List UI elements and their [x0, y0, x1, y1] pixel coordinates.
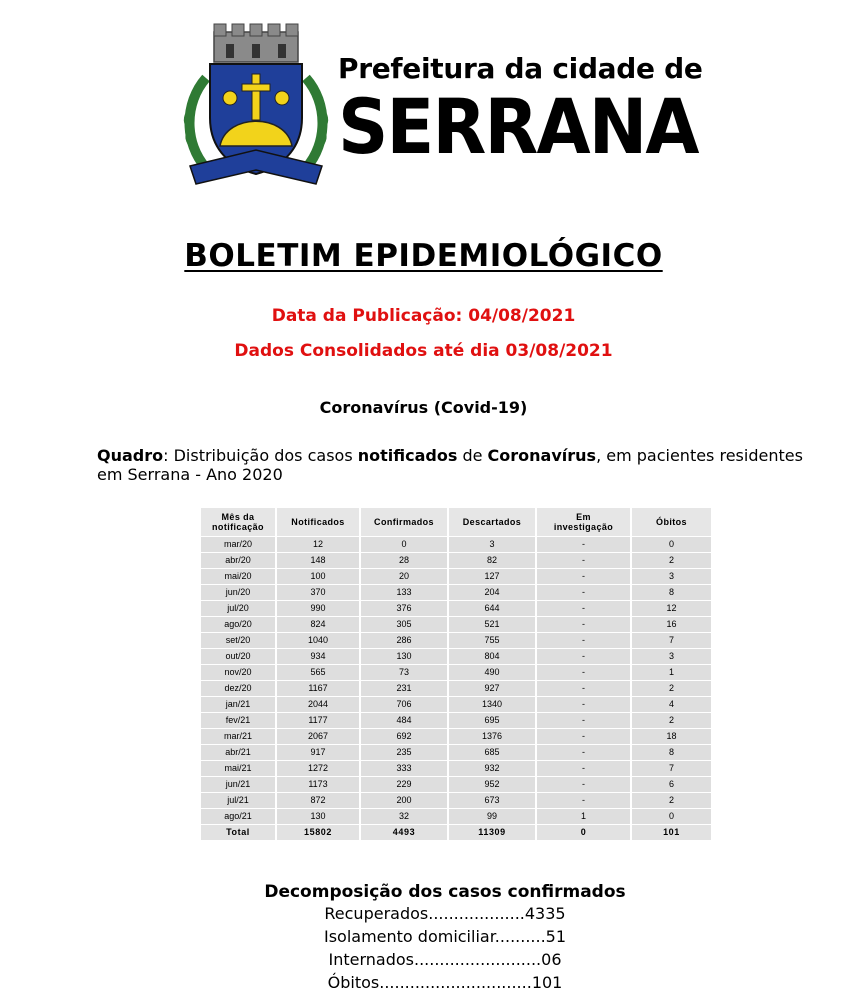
- col-investigation: Em investigação: [537, 508, 630, 536]
- cell-deaths: 2: [632, 793, 711, 808]
- table-row: [201, 809, 711, 824]
- cell-investigation: -: [537, 617, 630, 632]
- brand-line-prefeitura: Prefeitura da cidade de: [338, 52, 703, 85]
- cell-discarded: 685: [449, 745, 535, 760]
- cell-confirmed: 200: [361, 793, 447, 808]
- table-caption: Quadro: Distribuição dos casos notificados de Coronavírus, em pacientes residentes em Serrana - Ano 2020: [97, 446, 803, 484]
- cell-deaths: 0: [632, 809, 711, 824]
- col-notified: Notificados: [277, 508, 359, 536]
- cell-discarded: 521: [449, 617, 535, 632]
- cell-notified: 1177: [277, 713, 359, 728]
- brand-line-serrana: SERRANA: [338, 82, 698, 171]
- total-cell-confirmed: 4493: [361, 825, 447, 840]
- cell-deaths: 0: [632, 537, 711, 552]
- cell-notified: 100: [277, 569, 359, 584]
- table-row: [201, 713, 711, 728]
- cell-confirmed: 133: [361, 585, 447, 600]
- cell-investigation: -: [537, 681, 630, 696]
- cell-month: fev/21: [201, 713, 275, 728]
- cases-table: [199, 507, 713, 841]
- cell-investigation: -: [537, 601, 630, 616]
- table-row: [201, 729, 711, 744]
- table-row: [201, 665, 711, 680]
- publication-date: Data da Publicação: 04/08/2021: [271, 306, 576, 326]
- cell-discarded: 82: [449, 553, 535, 568]
- cell-confirmed: 484: [361, 713, 447, 728]
- cell-month: set/20: [201, 633, 275, 648]
- cell-discarded: 1340: [449, 697, 535, 712]
- table-row: [201, 745, 711, 760]
- cell-investigation: -: [537, 633, 630, 648]
- cell-notified: 872: [277, 793, 359, 808]
- header: [176, 18, 703, 188]
- breakdown-title: Decomposição dos casos confirmados: [264, 882, 626, 902]
- cell-discarded: 673: [449, 793, 535, 808]
- cell-month: jul/20: [201, 601, 275, 616]
- cell-discarded: 490: [449, 665, 535, 680]
- cases-table-wrapper: [199, 507, 713, 841]
- cell-investigation: -: [537, 777, 630, 792]
- cell-discarded: 927: [449, 681, 535, 696]
- cell-investigation: -: [537, 585, 630, 600]
- cell-discarded: 127: [449, 569, 535, 584]
- cell-confirmed: 0: [361, 537, 447, 552]
- table-row: [201, 585, 711, 600]
- cell-notified: 824: [277, 617, 359, 632]
- table-row: [201, 633, 711, 648]
- table-row: [201, 793, 711, 808]
- cell-month: ago/21: [201, 809, 275, 824]
- cell-confirmed: 20: [361, 569, 447, 584]
- cell-deaths: 7: [632, 761, 711, 776]
- table-row: [201, 601, 711, 616]
- cell-confirmed: 305: [361, 617, 447, 632]
- cell-confirmed: 231: [361, 681, 447, 696]
- cell-deaths: 12: [632, 601, 711, 616]
- cell-notified: 934: [277, 649, 359, 664]
- cell-discarded: 1376: [449, 729, 535, 744]
- cell-discarded: 932: [449, 761, 535, 776]
- cell-notified: 12: [277, 537, 359, 552]
- table-row: [201, 569, 711, 584]
- cell-deaths: 6: [632, 777, 711, 792]
- cell-deaths: 1: [632, 665, 711, 680]
- cell-month: mar/21: [201, 729, 275, 744]
- disease-subtitle: Coronavírus (Covid-19): [319, 398, 528, 417]
- total-cell-investigation: 0: [537, 825, 630, 840]
- confirmed-breakdown: [0, 882, 847, 994]
- col-month: Mês da notificação: [201, 508, 275, 536]
- cell-notified: 1272: [277, 761, 359, 776]
- table-row: [201, 649, 711, 664]
- cell-deaths: 2: [632, 681, 711, 696]
- col-deaths: Óbitos: [632, 508, 711, 536]
- cell-month: out/20: [201, 649, 275, 664]
- total-cell-month: Total: [201, 825, 275, 840]
- table-row: [201, 617, 711, 632]
- cell-investigation: -: [537, 537, 630, 552]
- cell-notified: 990: [277, 601, 359, 616]
- cell-deaths: 2: [632, 713, 711, 728]
- cell-confirmed: 235: [361, 745, 447, 760]
- cell-confirmed: 286: [361, 633, 447, 648]
- cell-month: dez/20: [201, 681, 275, 696]
- consolidated-date: Dados Consolidados até dia 03/08/2021: [234, 341, 613, 361]
- cell-month: ago/20: [201, 617, 275, 632]
- cell-deaths: 8: [632, 585, 711, 600]
- cell-investigation: -: [537, 761, 630, 776]
- cell-confirmed: 229: [361, 777, 447, 792]
- cell-notified: 2067: [277, 729, 359, 744]
- cell-discarded: 695: [449, 713, 535, 728]
- cell-month: mar/20: [201, 537, 275, 552]
- cell-investigation: -: [537, 793, 630, 808]
- cell-discarded: 755: [449, 633, 535, 648]
- total-cell-discarded: 11309: [449, 825, 535, 840]
- cell-month: abr/21: [201, 745, 275, 760]
- cell-deaths: 3: [632, 649, 711, 664]
- cell-notified: 1040: [277, 633, 359, 648]
- cell-month: jun/20: [201, 585, 275, 600]
- cell-confirmed: 333: [361, 761, 447, 776]
- city-brand: [338, 52, 703, 171]
- cell-investigation: -: [537, 745, 630, 760]
- cell-notified: 1173: [277, 777, 359, 792]
- cell-notified: 370: [277, 585, 359, 600]
- cell-month: mai/21: [201, 761, 275, 776]
- table-total-row: [201, 825, 711, 840]
- cell-deaths: 2: [632, 553, 711, 568]
- cell-confirmed: 28: [361, 553, 447, 568]
- cell-deaths: 8: [632, 745, 711, 760]
- table-header-row: [201, 508, 711, 536]
- breakdown-recovered: Recuperados...................4335: [324, 904, 566, 923]
- breakdown-deaths: Óbitos..............................101: [327, 973, 563, 992]
- cell-notified: 2044: [277, 697, 359, 712]
- cell-notified: 130: [277, 809, 359, 824]
- cell-investigation: 1: [537, 809, 630, 824]
- total-cell-deaths: 101: [632, 825, 711, 840]
- cell-investigation: -: [537, 713, 630, 728]
- cell-month: abr/20: [201, 553, 275, 568]
- cell-deaths: 7: [632, 633, 711, 648]
- cell-confirmed: 706: [361, 697, 447, 712]
- cell-month: nov/20: [201, 665, 275, 680]
- col-discarded: Descartados: [449, 508, 535, 536]
- breakdown-hospitalized: Internados.........................06: [328, 950, 562, 969]
- cell-confirmed: 130: [361, 649, 447, 664]
- cell-deaths: 3: [632, 569, 711, 584]
- cell-discarded: 3: [449, 537, 535, 552]
- table-row: [201, 761, 711, 776]
- cell-deaths: 4: [632, 697, 711, 712]
- cell-investigation: -: [537, 569, 630, 584]
- bulletin-title: BOLETIM EPIDEMIOLÓGICO: [184, 238, 663, 274]
- cell-discarded: 204: [449, 585, 535, 600]
- cell-notified: 917: [277, 745, 359, 760]
- cell-confirmed: 692: [361, 729, 447, 744]
- cell-month: jul/21: [201, 793, 275, 808]
- table-row: [201, 681, 711, 696]
- city-crest-logo: [176, 18, 336, 188]
- cell-month: jan/21: [201, 697, 275, 712]
- cell-notified: 148: [277, 553, 359, 568]
- breakdown-home-isolation: Isolamento domiciliar..........51: [323, 927, 567, 946]
- cell-discarded: 804: [449, 649, 535, 664]
- cell-deaths: 16: [632, 617, 711, 632]
- cell-confirmed: 376: [361, 601, 447, 616]
- table-row: [201, 553, 711, 568]
- table-row: [201, 697, 711, 712]
- cell-confirmed: 73: [361, 665, 447, 680]
- cell-deaths: 18: [632, 729, 711, 744]
- cell-investigation: -: [537, 697, 630, 712]
- table-row: [201, 537, 711, 552]
- table-row: [201, 777, 711, 792]
- col-confirmed: Confirmados: [361, 508, 447, 536]
- cell-discarded: 644: [449, 601, 535, 616]
- cell-month: jun/21: [201, 777, 275, 792]
- total-cell-notified: 15802: [277, 825, 359, 840]
- cell-investigation: -: [537, 665, 630, 680]
- cell-notified: 1167: [277, 681, 359, 696]
- cell-discarded: 952: [449, 777, 535, 792]
- cell-discarded: 99: [449, 809, 535, 824]
- cell-investigation: -: [537, 729, 630, 744]
- cell-notified: 565: [277, 665, 359, 680]
- cell-confirmed: 32: [361, 809, 447, 824]
- cell-investigation: -: [537, 553, 630, 568]
- cell-month: mai/20: [201, 569, 275, 584]
- cell-investigation: -: [537, 649, 630, 664]
